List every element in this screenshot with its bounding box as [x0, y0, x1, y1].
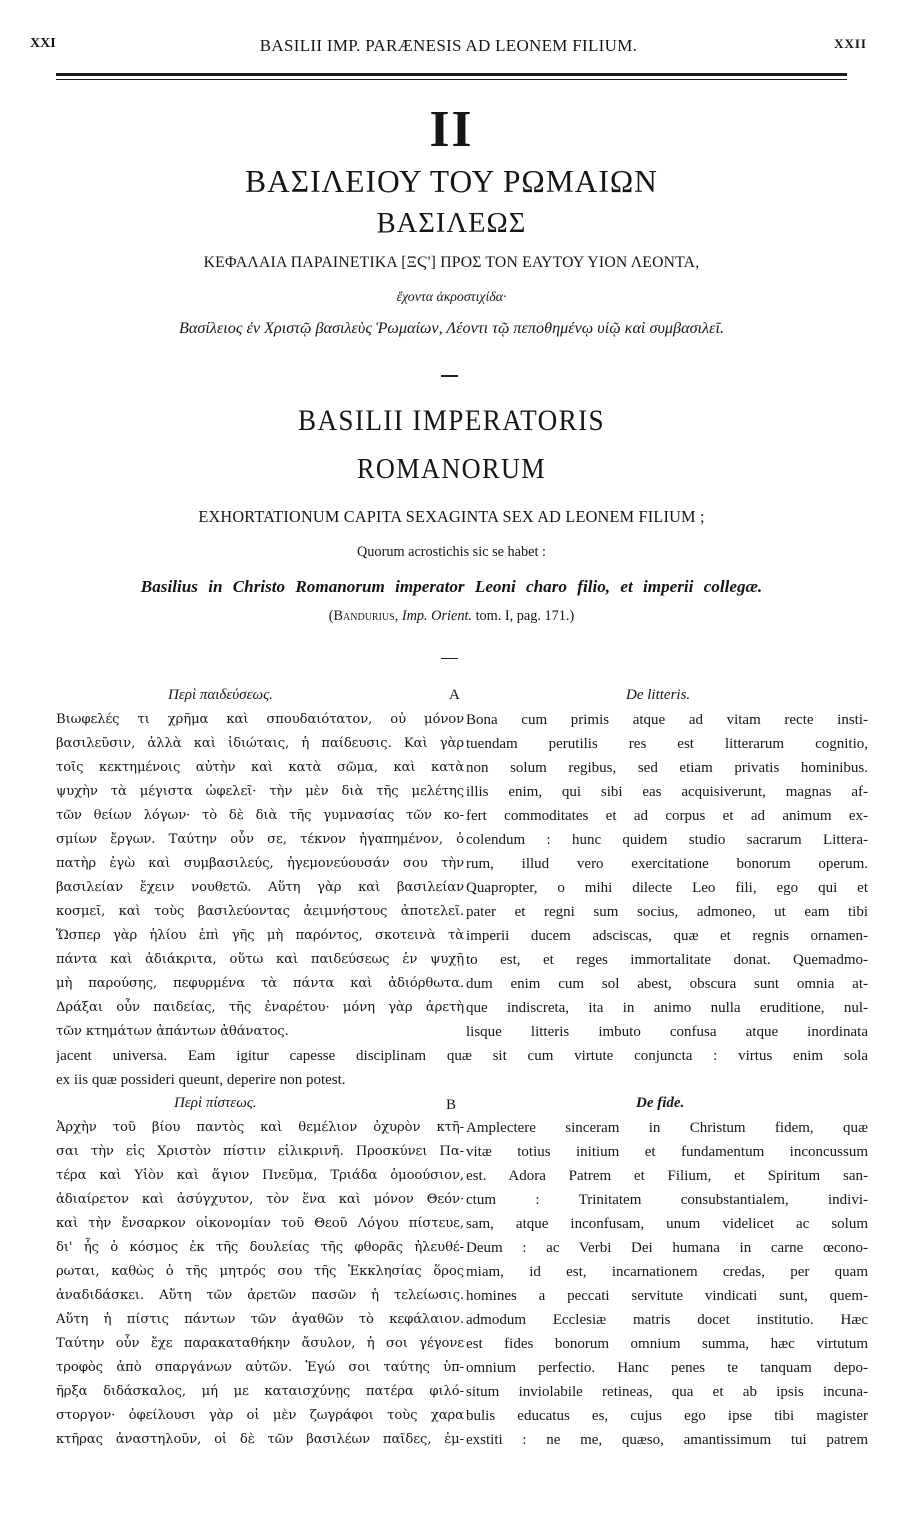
latin-acrostic: Basilius in Christo Romanorum imperator Leoni charo filio, et imperii collegæ. — [140, 577, 763, 596]
page-number-left: XXI — [30, 36, 56, 51]
margin-marker: A — [449, 687, 460, 703]
header-rule-thick — [56, 73, 847, 76]
running-head — [30, 36, 867, 58]
text-line: ρωται, καθὼς ὁ τῆς μητρός σου τῆς Ἐκκλησίας ὅρος — [56, 1264, 464, 1279]
latin-section-heading: De litteris. — [626, 687, 691, 703]
text-line: Δράξαι οὖν παιδείας, τῆς ἐναρέτου· μόνη γὰρ ἀρετὴ — [56, 1000, 464, 1015]
text-line: ἀδιαίρετον καὶ ἀσύγχυτον, τὸν ἕνα καὶ μόνον Θεόν· — [56, 1192, 464, 1207]
text-line: bulis educatus es, cujus ego ipse tibi magister — [466, 1408, 868, 1424]
text-line: homines a peccati servitute vindicati sunt, quem- — [466, 1288, 868, 1304]
text-line: πατὴρ ἐγὼ καὶ συμβασιλεύς, ἡγεμονεύουσάν σου τὴν — [56, 856, 464, 871]
text-line: ex iis quæ possideri queunt, deperire non potest. — [56, 1072, 346, 1088]
greek-acrostic-intro: ἔχοντα ἀκροστιχίδα· — [396, 289, 507, 304]
text-line: lisque litteris imbuto confusa atque inordinata — [466, 1024, 868, 1040]
text-line: Βιωφελές τι χρῆμα καὶ σπουδαιότατον, οὐ μόνον — [56, 712, 464, 727]
latin-section-heading: De fide. — [636, 1095, 685, 1111]
text-line: que indiscreta, ita in animo nulla eruditione, nul- — [466, 1000, 868, 1016]
text-line: μὴ παρούσης, πεφυρμένα τὰ πάντα καὶ ἀδιόρθωτα. — [56, 976, 464, 991]
text-line: ἀναδιδάσκει. Αὕτη τῶν ἀρετῶν πασῶν ἡ τελείωσις. — [56, 1288, 464, 1303]
text-line: fert commoditates et ad corpus et ad animum ex- — [466, 808, 868, 824]
divider-dash — [441, 375, 458, 377]
latin-paragraph — [466, 1116, 868, 1452]
text-line: ψυχὴν τὰ μέγιστα ὠφελεῖ· τὴν μὲν διὰ τῆς μελέτης — [56, 784, 464, 799]
greek-section-heading: Περὶ πίστεως. — [174, 1095, 257, 1111]
text-line: στοργον· ὀφείλουσι γὰρ οἱ μὲν ζωγράφοι τοὺς χαρα — [56, 1408, 464, 1423]
page-number-right: XXII — [834, 36, 867, 51]
text-line: κοσμεῖ, καὶ τοὺς βασιλεύοντας ἀειμνήστους ἀποτελεῖ. — [56, 904, 464, 919]
text-line: Ἀρχὴν τοῦ βίου παντὸς καὶ θεμέλιον ὀχυρὸν κτῆ- — [56, 1120, 464, 1135]
text-line: admodum Ecclesiæ matris docet institutio. Hæc — [466, 1312, 868, 1328]
text-line: σμίων ἔργων. Ταύτην οὖν σε, τέκνον ἠγαπημένον, ὁ — [56, 832, 464, 847]
text-line: κτῆρας ἀναστηλοῦν, οἱ δὲ τῶν βασιλέων παῖδες, ἐμ- — [56, 1432, 464, 1447]
text-line: βασιλεῦσιν, ἀλλὰ καὶ ἰδιώταις, ἡ παίδευσις. Καὶ γὰρ — [56, 736, 464, 751]
greek-acrostic: Βασίλειος ἐν Χριστῷ βασιλεὺς Ῥωμαίων, Λέοντι τῷ πεποθημένῳ υἱῷ καὶ συμβασιλεῖ. — [179, 319, 724, 337]
citation-work: Imp. Orient. — [401, 608, 472, 624]
text-line: situm inviolabile retineas, qua et ab ipsis incuna- — [466, 1384, 868, 1400]
text-line: miam, id est, incarnationem credas, per quam — [466, 1264, 868, 1280]
text-line: Amplectere sinceram in Christum fidem, quæ — [466, 1120, 868, 1136]
citation-sep: , — [394, 608, 402, 624]
text-line: Αὕτη ἡ πίστις πάντων τῶν ἀγαθῶν τὸ κεφάλαιον. — [56, 1312, 464, 1327]
greek-section-heading: Περὶ παιδεύσεως. — [168, 687, 273, 703]
text-line: ctum : Trinitatem consubstantialem, indivi- — [466, 1192, 868, 1208]
text-line: jacent universa. Eam igitur capesse disciplinam quæ sit cum virtute conjuncta : virtus enim sola — [56, 1048, 868, 1064]
text-line: vitæ totius initium et fundamentum inconcussum — [466, 1144, 868, 1160]
latin-acrostic-intro: Quorum acrostichis sic se habet : — [357, 544, 546, 560]
text-line: est fides bonorum omnium summa, hæc virtutum — [466, 1336, 868, 1352]
text-line: πάντα καὶ ἀδιάκριτα, οὕτω καὶ παιδεύσεως ἐν ψυχῇ — [56, 952, 464, 967]
text-line: non solum regibus, sed etiam privatis hominibus. — [466, 760, 868, 776]
margin-marker: B — [446, 1097, 457, 1113]
citation-rest: tom. I, pag. 171.) — [472, 608, 575, 624]
text-line: est. Adora Patrem et Filium, et Spiritum san- — [466, 1168, 868, 1184]
text-line: τροφὸς ἀπὸ σπαργάνων αὐτῶν. Ἐγώ σοι ταύτης ὑπ- — [56, 1360, 464, 1375]
latin-title-line1: BASILII IMPERATORIS — [297, 405, 606, 437]
text-line: Deum : ac Verbi Dei humana in carne œcono- — [466, 1240, 868, 1256]
text-line: τέρα καὶ Υἱὸν καὶ ἅγιον Πνεῦμα, Τριάδα ὁμοούσιον, — [56, 1168, 464, 1183]
text-line: dum enim cum sol abest, obscura sunt omnia at- — [466, 976, 868, 992]
latin-paragraph — [466, 708, 868, 1044]
text-line: δι' ἧς ὁ κόσμος ἐκ τῆς δουλείας τῆς φθορᾶς ἠλευθέ- — [56, 1240, 464, 1255]
greek-title-line2: ΒΑΣΙΛΕΩΣ — [376, 208, 527, 239]
text-line: Ὥσπερ γὰρ ἡλίου ἐπὶ γῆς μὴ παρόντος, σκοτεινὰ τὰ — [56, 928, 464, 943]
text-line: Bona cum primis atque ad vitam recte insti- — [466, 712, 868, 728]
text-line: Ταύτην οὖν ἔχε παρακαταθήκην ἄσυλον, ἡ σοι γέγονε — [56, 1336, 464, 1351]
text-line: τοῖς κεκτημένοις αὐτὴν καὶ κατὰ σῶμα, καὶ κατὰ — [56, 760, 464, 775]
text-line: βασιλείαν ἔχειν νουθετῶ. Αὕτη γὰρ καὶ βασιλείαν — [56, 880, 464, 895]
text-line: sam, atque inconfusam, unum videlicet ac solum — [466, 1216, 868, 1232]
text-line: to est, et reges immortalitate donat. Quemadmo- — [466, 952, 868, 968]
text-line: tuendam perutilis res est litterarum cognitio, — [466, 736, 868, 752]
text-line: illis enim, qui sibi eas acquisiverunt, magnas af- — [466, 784, 868, 800]
text-line: pater et regni sum socius, admoneo, ut eam tibi — [466, 904, 868, 920]
text-line: τῶν θείων λόγων· τὸ δὲ διὰ τῆς γυμνασίας τῶν κο- — [56, 808, 464, 823]
text-line: σαι τὴν εἰς Χριστὸν πίστιν εἰλικρινῆ. Προσκύνει Πα- — [56, 1144, 464, 1159]
section-numeral: II — [429, 101, 474, 158]
text-line: Quapropter, o mihi dilecte Leo fili, ego qui et — [466, 880, 868, 896]
text-line: καὶ τὴν ἔνσαρκον οἰκονομίαν τοῦ Θεοῦ Λόγου πίστευε, — [56, 1216, 464, 1231]
citation-author: Bandurius — [333, 608, 395, 624]
greek-paragraph — [56, 708, 464, 1044]
text-line: ῆρξα διδάσκαλος, μή με καταισχύνῃς πατέρα φιλό- — [56, 1384, 464, 1399]
text-line: exstiti : ne me, quæso, amantissimum tui patrem — [466, 1432, 868, 1448]
latin-subtitle: EXHORTATIONUM CAPITA SEXAGINTA SEX AD LEONEM FILIUM ; — [198, 507, 705, 526]
running-title: BASILII IMP. PARÆNESIS AD LEONEM FILIUM. — [259, 36, 638, 55]
header-rule-thin — [56, 79, 847, 80]
greek-paragraph — [56, 1116, 464, 1452]
text-line: imperii ducem adsciscas, quæ et regnis ornamen- — [466, 928, 868, 944]
greek-title-line1: ΒΑΣΙΛΕΙΟΥ ΤΟΥ ΡΩΜΑΙΩΝ — [245, 164, 658, 199]
divider-dash — [441, 658, 458, 659]
text-line: rum, illud vero exercitatione bonorum operum. — [466, 856, 868, 872]
citation-open: ( — [328, 608, 334, 624]
greek-subtitle: ΚΕΦΑΛΑΙΑ ΠΑΡΑΙΝΕΤΙΚΑ [ΞϚ'] ΠΡΟΣ ΤΟΝ ΕΑΥΤΟΥ ΥΙΟΝ ΛΕΟΝΤΑ, — [203, 254, 700, 271]
source-citation — [0, 609, 903, 623]
latin-paragraph-continuation — [56, 1044, 868, 1092]
latin-title-line2: ROMANORUM — [356, 454, 547, 485]
text-line: omnium perfectio. Hanc penes te tanquam depo- — [466, 1360, 868, 1376]
text-line: colendum : hunc quidem studio sacrarum Littera- — [466, 832, 868, 848]
text-line: τῶν κτημάτων ἁπάντων ἀθάνατος. — [56, 1024, 289, 1039]
